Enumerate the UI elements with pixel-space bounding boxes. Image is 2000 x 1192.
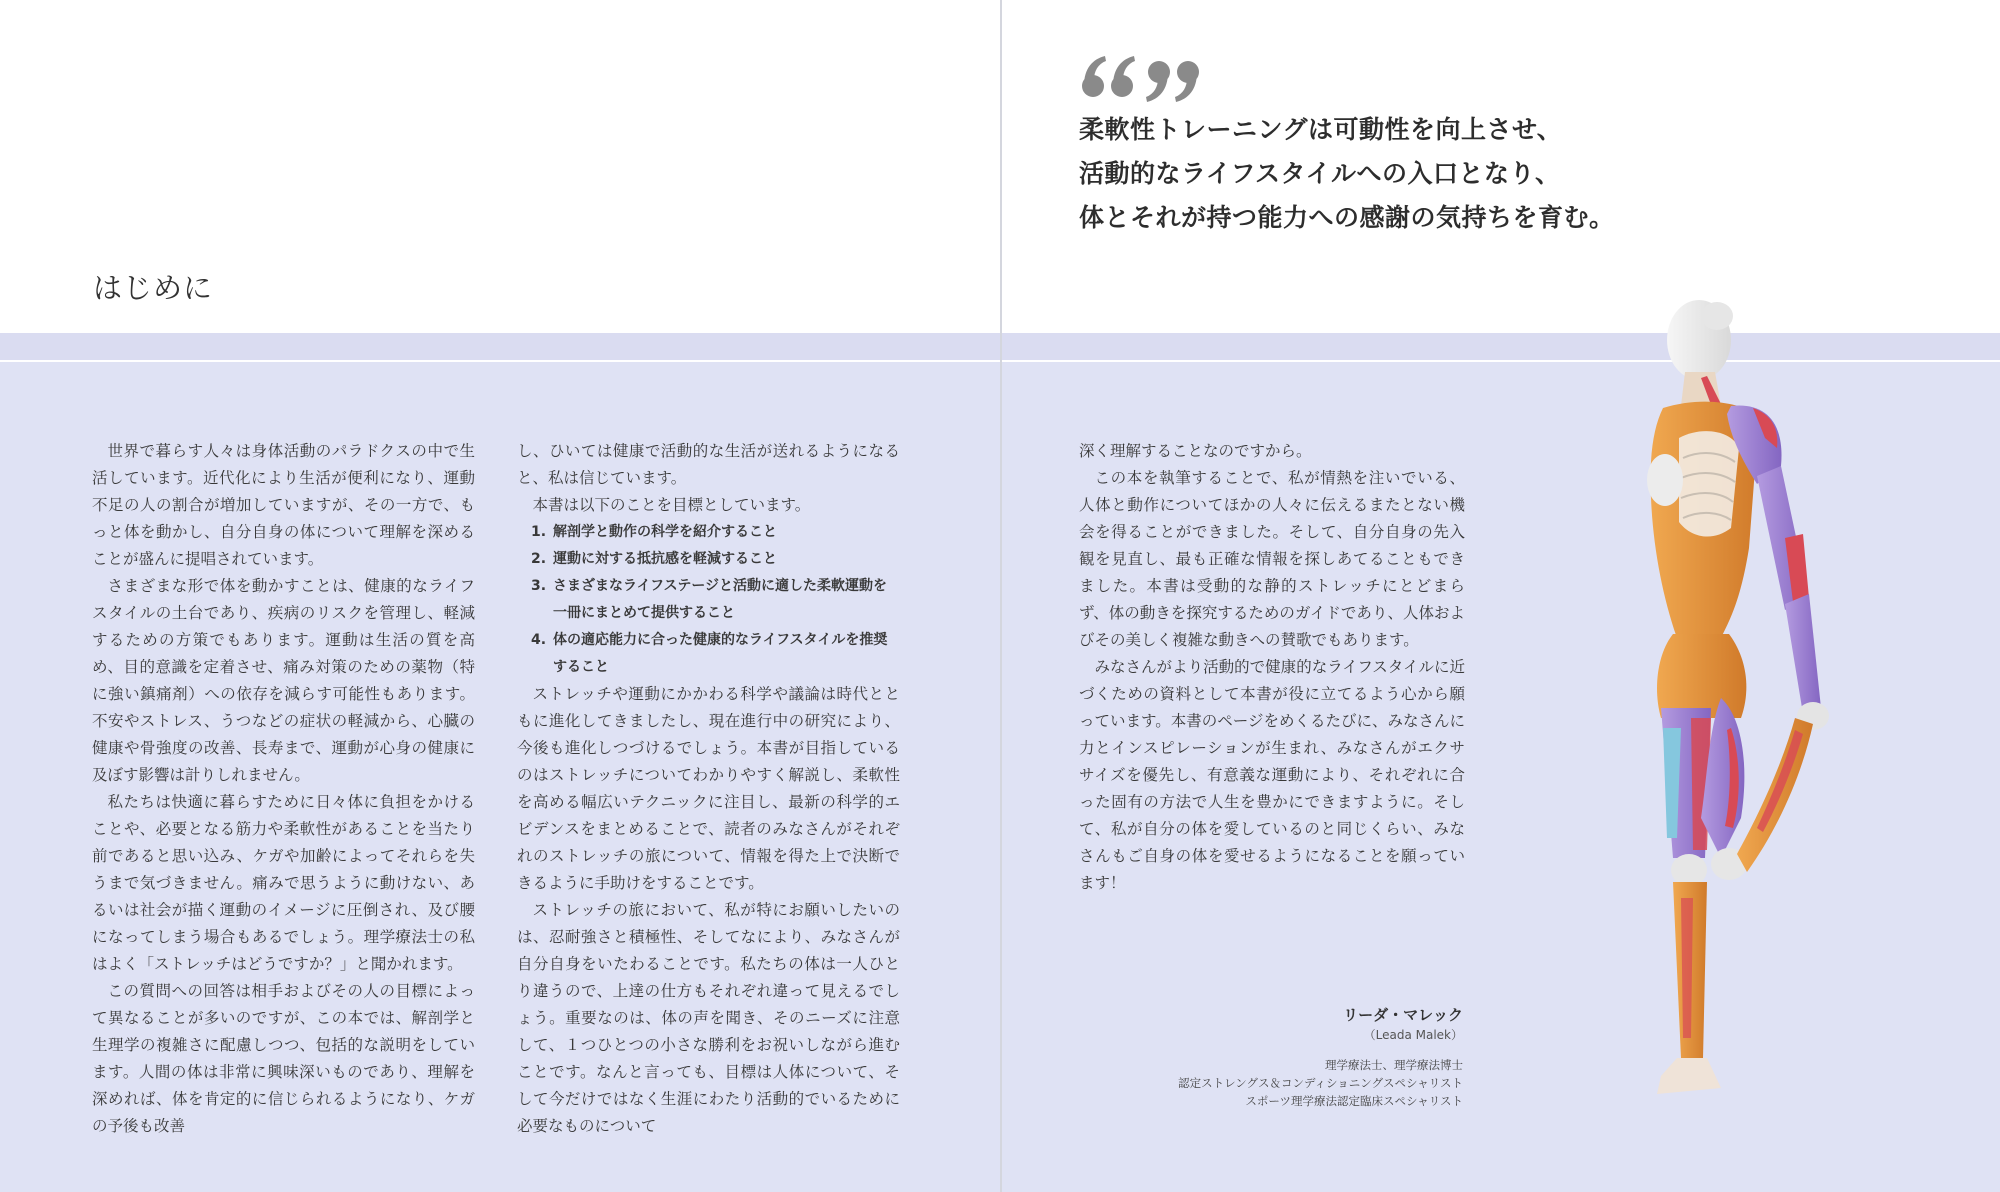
paragraph: ストレッチの旅において、私が特にお願いしたいのは、忍耐強さと積極性、そしてなにより、みなさんが自分自身をいたわることです。私たちの体は一人ひとり違うので、上達の仕方もそれぞれ違って見えるでしょう。重要なのは、体の声を聞き、そのニーズに注意して、１つひとつの小さな勝利をお祝いしながら進むことです。なんと言っても、目標は人体について、そして今だけではなく生涯にわたり活動的でいるために必要なものについて xyxy=(517,901,900,1135)
quote-line: 活動的なライフスタイルへの入口となり、 xyxy=(1079,159,1561,188)
right-page xyxy=(1001,0,2000,1192)
goals-lead: 本書は以下のことを目標としています。 xyxy=(532,496,811,514)
quote-mark-icon xyxy=(1079,52,1199,108)
goal-item: 3. さまざまなライフステージと活動に適した柔軟運動を一冊にまとめて提供すること xyxy=(531,578,888,621)
paragraph: ストレッチや運動にかかわる科学や議論は時代とともに進化してきましたし、現在進行中の研究により、今後も進化しつづけるでしょう。本書が目指しているのはストレッチについてわかりやすく解説し、柔軟性を高める幅広いテクニックに注目し、最新の科学的エビデンスをまとめることで、読者のみなさんがそれぞれのストレッチの旅について、情報を得た上で決断できるように手助けをすることです。 xyxy=(517,685,900,892)
paragraph: さまざまな形で体を動かすことは、健康的なライフスタイルの土台であり、疾病のリスクを管理し、軽減するための方策でもあります。運動は生活の質を高め、目的意識を定着させ、痛み対策のための薬物（特に強い鎮痛剤）への依存を減らす可能性もあります。不安やストレス、うつなどの症状の軽減から、心臓の健康や骨強度の改善、長寿まで、運動が心身の健康に及ぼす影響は計りしれません。 xyxy=(92,577,475,784)
goal-item: 2. 運動に対する抵抗感を軽減すること xyxy=(531,551,777,567)
paragraph: みなさんがより活動的で健康的なライフスタイルに近づくための資料として本書が役に立てるよう心から願っています。本書のページをめくるたびに、みなさんに力とインスピレーションが生まれ、みなさんがエクササイズを優先し、有意義な運動により、それぞれに合った固有の方法で人生を豊かにできますように。そして、私が自分の体を愛しているのと同じくらい、みなさんもご自身の体を愛せるようになることを願っています！ xyxy=(1079,658,1465,892)
goal-item: 1. 解剖学と動作の科学を紹介すること xyxy=(531,524,777,540)
paragraph: 私たちは快適に暮らすために日々体に負担をかけることや、必要となる筋力や柔軟性があることを当たり前であると思い込み、ケガや加齢によってそれらを失うまで気づきません。痛みで思うように動けない、あるいは社会が描く運動のイメージに圧倒され、及び腰になってしまう場合もあるでしょう。理学療法士の私はよく「ストレッチはどうですか？」と聞かれます。 xyxy=(92,793,475,973)
pull-quote xyxy=(1079,108,1719,240)
left-column-1 xyxy=(92,438,475,1140)
quote-line: 体とそれが持つ能力への感謝の気持ちを育む。 xyxy=(1079,203,1615,232)
paragraph: 深く理解することなのですから。 xyxy=(1079,442,1312,460)
paragraph: この質問への回答は相手およびその人の目標によって異なることが多いのですが、この本では、解剖学と生理学の複雑さに配慮しつつ、包括的な説明をしています。人間の体は非常に興味深いものであり、理解を深めれば、体を肯定的に信じられるようになり、ケガの予後も改善 xyxy=(92,982,475,1135)
author-latin-name: （Leada Malek） xyxy=(1363,1028,1463,1042)
author-signature xyxy=(1178,1004,1463,1110)
anatomy-figure-illustration xyxy=(1581,298,1881,1128)
goals-list xyxy=(517,519,900,681)
author-credentials: 理学療法士、理学療法博士 認定ストレングス＆コンディショニングスペシャリスト スポーツ理学療法認定臨床スペシャリスト xyxy=(1178,1058,1463,1108)
left-column-2 xyxy=(517,438,900,1140)
paragraph: この本を執筆することで、私が情熱を注いでいる、人体と動作についてほかの人々に伝えるまたとない機会を得ることができました。そして、自分自身の先入観を見直し、最も正確な情報を探しあてることもできました。本書は受動的な静的ストレッチにとどまらず、体の動きを探究するためのガイドであり、人体およびその美しく複雑な動きへの賛歌でもあります。 xyxy=(1079,469,1465,649)
author-name: リーダ・マレック xyxy=(1343,1006,1463,1024)
quote-line: 柔軟性トレーニングは可動性を向上させ、 xyxy=(1079,115,1563,144)
right-column xyxy=(1079,438,1465,897)
paragraph: 世界で暮らす人々は身体活動のパラドクスの中で生活しています。近代化により生活が便利になり、運動不足の人の割合が増加していますが、その一方で、もっと体を動かし、自分自身の体について理解を深めることが盛んに提唱されています。 xyxy=(92,442,475,568)
chapter-title: はじめに xyxy=(93,271,214,305)
paragraph: し、ひいては健康で活動的な生活が送れるようになると、私は信じています。 xyxy=(517,442,900,487)
goal-item: 4. 体の適応能力に合った健康的なライフスタイルを推奨すること xyxy=(531,632,888,675)
